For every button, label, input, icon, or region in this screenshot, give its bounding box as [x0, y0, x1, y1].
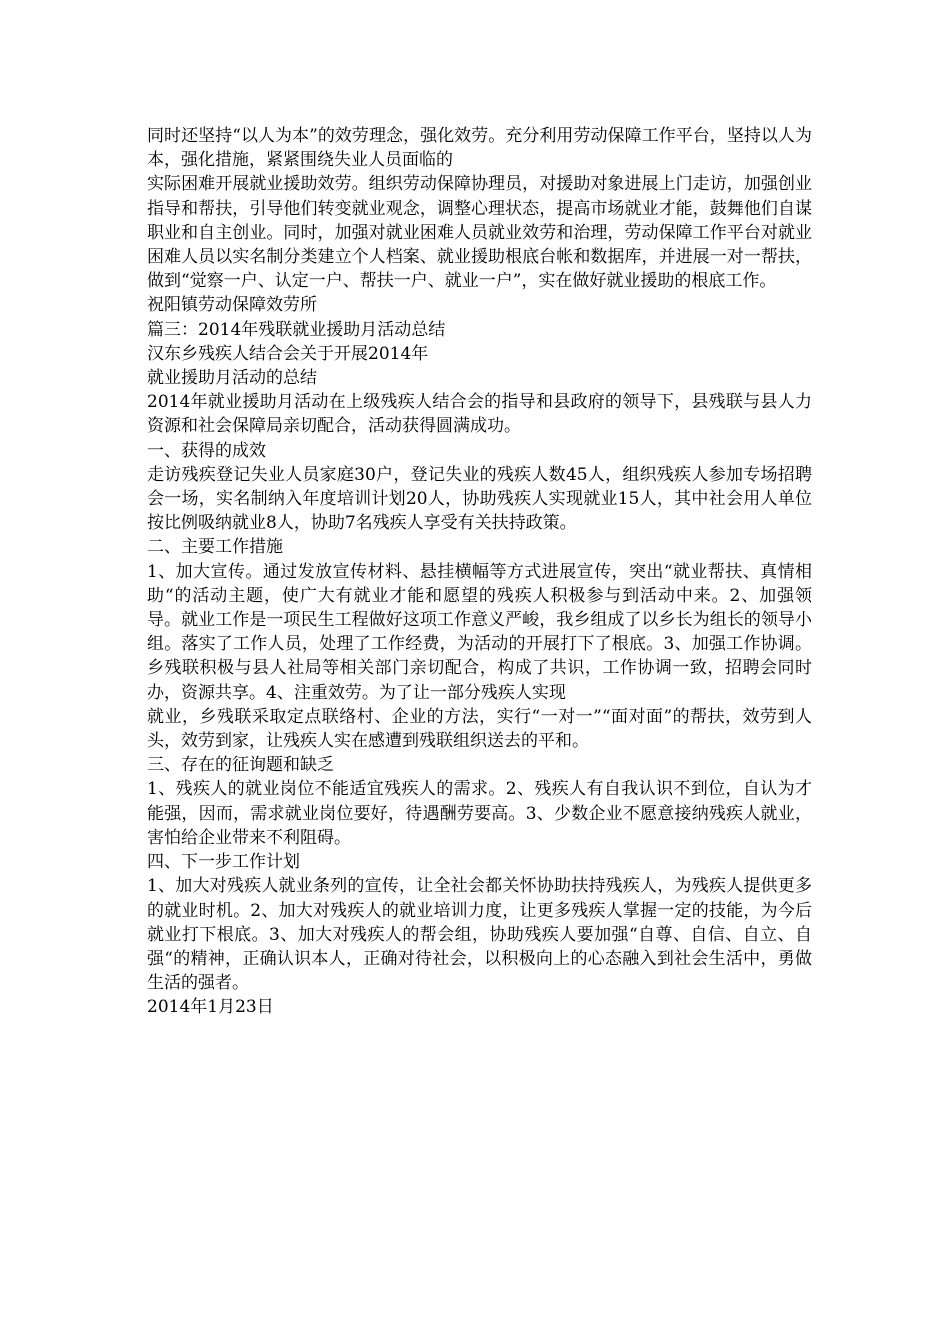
paragraph-assistance-service: 实际困难开展就业援助效劳。组织劳动保障协理员，对援助对象进展上门走访，加强创业指导和帮扶，引导他们转变就业观念，调整心理状态，提高市场就业才能，鼓舞他们自谋职业和自主创业。同时，加强对就业困难人员就业效劳和治理，劳动保障工作平台对就业困难人员以实名制分类建立个人档案、就业援助根底台帐和数据库，并进展一对一帮扶，做到“觉察一户、认定一户、帮扶一户、就业一户”，实在做好就业援助的根底工作。 [147, 174, 812, 292]
paragraph-overview: 2014年就业援助月活动在上级残疾人结合会的指导和县政府的领导下，县残联与县人力资源和社会保障局亲切配合，活动获得圆满成功。 [147, 392, 812, 437]
paragraph-measures-continued: 就业，乡残联采取定点联络村、企业的方法，实行“一对一”“面对面”的帮扶，效劳到人头，效劳到家，让残疾人实在感遭到残联组织送去的平和。 [147, 706, 812, 752]
paragraph-problems: 1、残疾人的就业岗位不能适宜残疾人的需求。2、残疾人有自我认识不到位，自认为才能强，因而，需求就业岗位要好，待遇酬劳要高。3、少数企业不愿意接纳残疾人就业，害怕给企业带来不利阻碍。 [147, 779, 812, 848]
heading-next-plan: 四、下一步工作计划 [147, 852, 300, 873]
paragraph-date: 2014年1月23日 [147, 997, 274, 1018]
paragraph-signature-office: 祝阳镇劳动保障效劳所 [147, 295, 317, 316]
document-body [147, 124, 812, 1020]
heading-problems: 三、存在的征询题和缺乏 [147, 755, 334, 776]
paragraph-measures: 1、加大宣传。通过发放宣传材料、悬挂横幅等方式进展宣传，突出“就业帮扶、真情相助“的活动主题，使广大有就业才能和愿望的残疾人积极参与到活动中来。2、加强领导。就业工作是一项民生工程做好这项工作意义严峻，我乡组成了以乡长为组长的领导小组。落实了工作人员，处理了工作经费，为活动的开展打下了根底。3、加强工作协调。乡残联积极与县人社局等相关部门亲切配合，构成了共识，工作协调一致，招聘会同时办，资源共享。4、注重效劳。为了让一部分残疾人实现 [147, 561, 812, 703]
paragraph-section-title: 篇三：2014年残联就业援助月活动总结 [147, 319, 446, 340]
paragraph-next-plan: 1、加大对残疾人就业条列的宣传，让全社会都关怀协助扶持残疾人，为残疾人提供更多的就业时机。2、加大对残疾人的就业培训力度，让更多残疾人掌握一定的技能，为今后就业打下根底。3、加大对残疾人的帮会组，协助残疾人要加强“自尊、自信、自立、自强“的精神，正确认识本人，正确对待社会，以积极向上的心态融入到社会生活中，勇做生活的强者。 [147, 876, 812, 994]
paragraph-intro: 同时还坚持“以人为本”的效劳理念，强化效劳。充分利用劳动保障工作平台，坚持以人为本，强化措施，紧紧围绕失业人员面临的 [147, 126, 812, 171]
heading-results: 一、获得的成效 [147, 440, 266, 461]
heading-measures: 二、主要工作措施 [147, 537, 283, 558]
paragraph-report-title-line1: 汉东乡残疾人结合会关于开展2014年 [147, 343, 429, 364]
paragraph-report-title-line2: 就业援助月活动的总结 [147, 368, 317, 389]
paragraph-results: 走访残疾登记失业人员家庭30户，登记失业的残疾人数45人，组织残疾人参加专场招聘会一场，实名制纳入年度培训计划20人，协助残疾人实现就业15人，其中社会用人单位按比例吸纳就业8人，协助7名残疾人享受有关扶持政策。 [147, 464, 812, 534]
